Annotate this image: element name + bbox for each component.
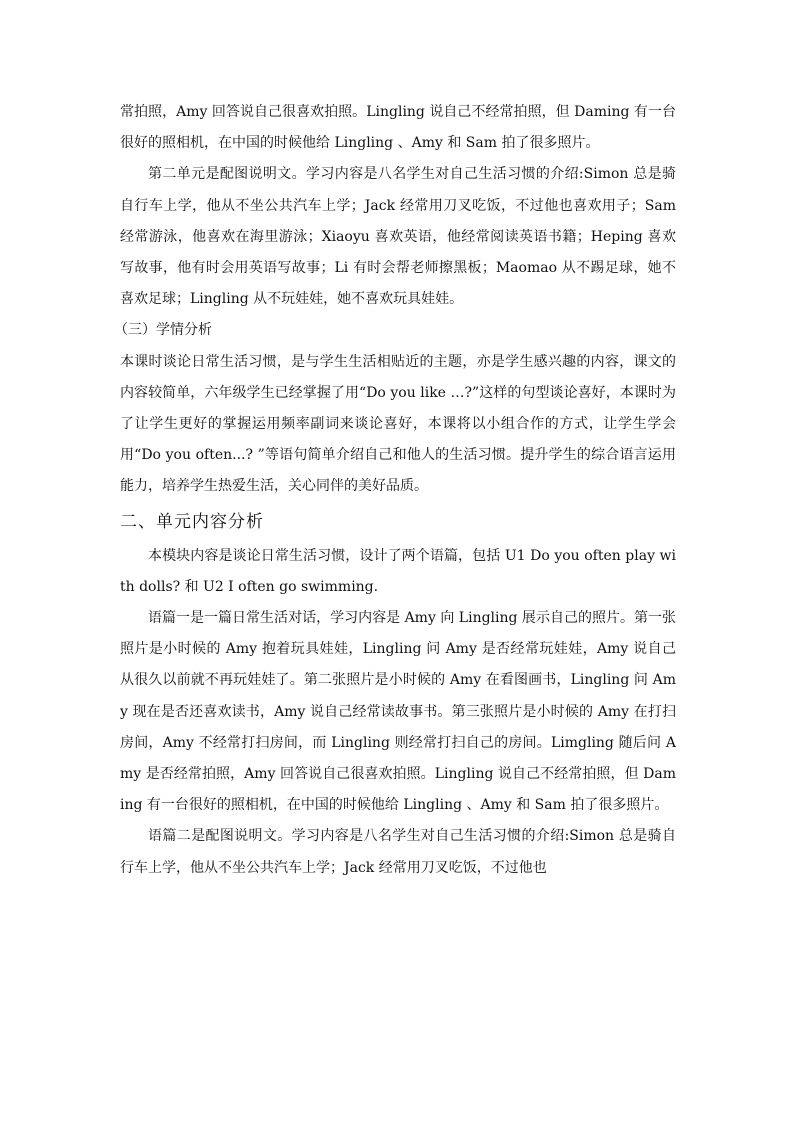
- heading-unit-content-analysis: 二、单元内容分析: [120, 511, 264, 532]
- paragraph-module-content: 本模块内容是谈论日常生活习惯，设计了两个语篇，包括 U1 Do you often play with dolls? 和 U2 I often go swimming.: [120, 547, 676, 595]
- paragraph-unit2-summary: 第二单元是配图说明文。学习内容是八名学生对自己生活习惯的介绍:Simon 总是骑自行车上学，他从不坐公共汽车上学；Jack 经常用刀叉吃饭，不过他也喜欢用子；Sam 经常游泳，他喜欢在海里游泳；Xiaoyu 喜欢英语，他经常阅读英语书籍；Heping 喜欢写故事，他有时会用英语写故事；Li 有时会帮老师擦黑板；Maomao 从不踢足球，她不喜欢足球；Lingling 从不玩娃娃，她不喜欢玩具娃娃。: [120, 166, 676, 308]
- subheading-learner-analysis: （三）学情分析: [114, 322, 212, 339]
- paragraph-learner-analysis: 本课时谈论日常生活习惯，是与学生生活相贴近的主题，亦是学生感兴趣的内容，课文的内容较简单，六年级学生已经掌握了用“Do you like …?”这样的句型谈论喜好，本课时为了让学生更好的掌握运用频率副词来谈论喜好，本课将以小组合作的方式，让学生学会用“Do you often...? ”等语句简单介绍自己和他人的生活习惯。提升学生的综合语言运用能力，培养学生热爱生活，关心同伴的美好品质。: [120, 353, 676, 495]
- paragraph-continued-photos: 常拍照，Amy 回答说自己很喜欢拍照。Lingling 说自己不经常拍照，但 Daming 有一台很好的照相机，在中国的时候他给 Lingling 、Amy 和 Sam 拍了很多照片。: [120, 104, 676, 152]
- document-page: [114, 97, 676, 884]
- paragraph-text-two: 语篇二是配图说明文。学习内容是八名学生对自己生活习惯的介绍:Simon 总是骑自行车上学，他从不坐公共汽车上学；Jack 经常用刀叉吃饭，不过他也: [120, 828, 676, 876]
- paragraph-text-one: 语篇一是一篇日常生活对话，学习内容是 Amy 向 Lingling 展示自己的照片。第一张照片是小时候的 Amy 抱着玩具娃娃，Lingling 问 Amy 是否经常玩娃娃，Amy 说自己从很久以前就不再玩娃娃了。第二张照片是小时候的 Amy 在看图画书，Lingling 问 Amy 现在是否还喜欢读书，Amy 说自己经常读故事书。第三张照片是小时候的 Amy 在打扫房间，Amy 不经常打扫房间，而 Lingling 则经常打扫自己的房间。Limgling 随后问 Amy 是否经常拍照，Amy 回答说自己很喜欢拍照。Lingling 说自己不经常拍照，但 Daming 有一台很好的照相机，在中国的时候他给 Lingling 、Amy 和 Sam 拍了很多照片。: [120, 610, 676, 814]
